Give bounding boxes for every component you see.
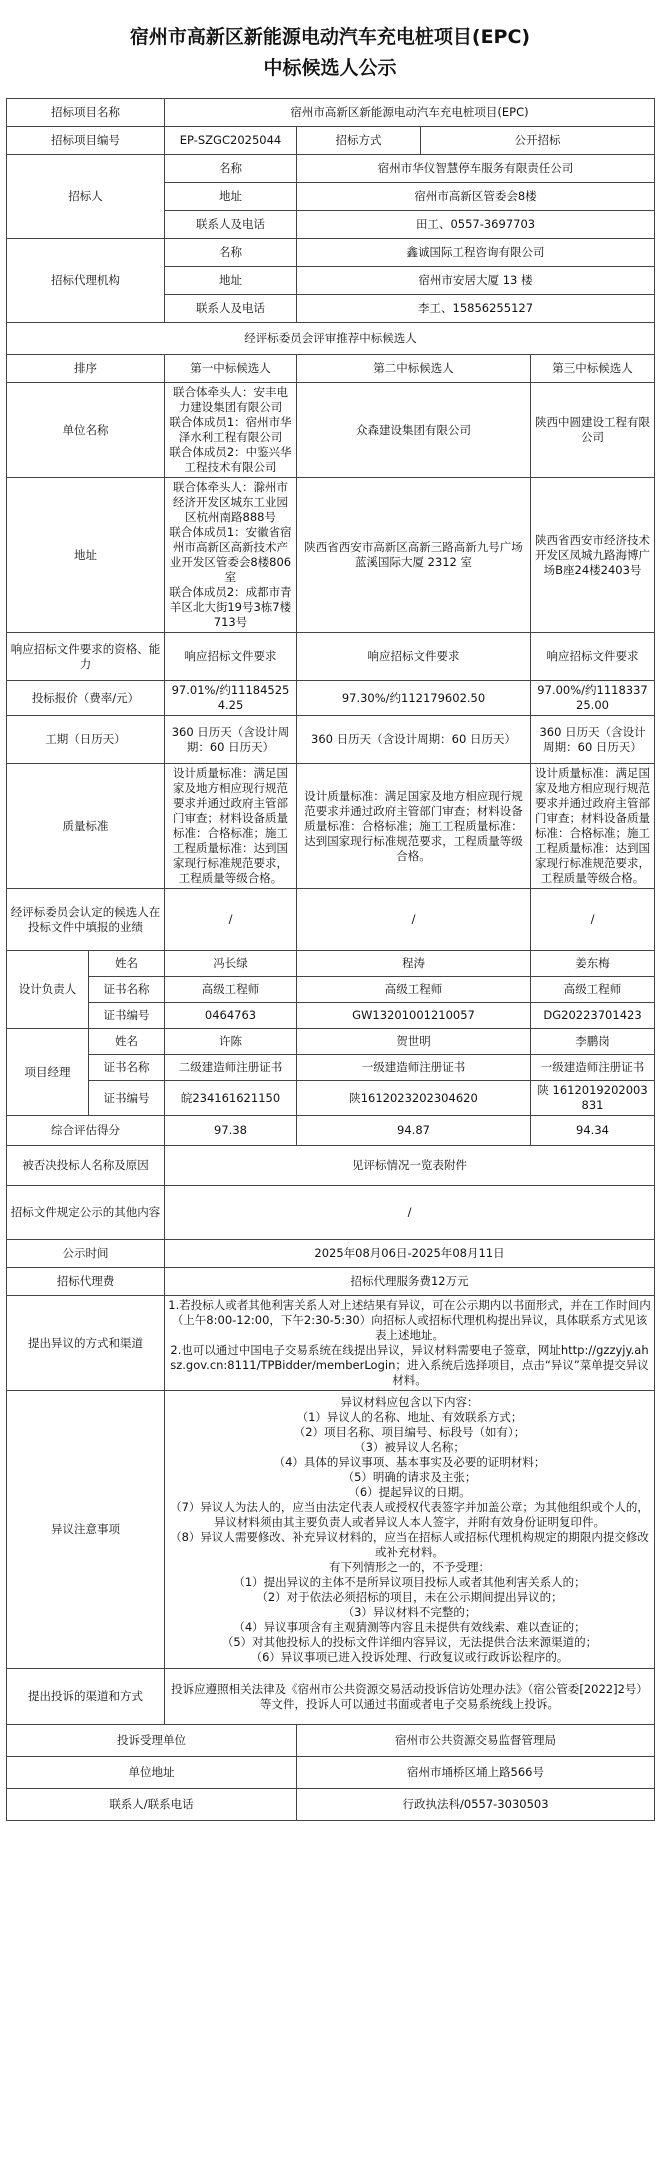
- recognized-label: 经评标委员会认定的候选人在投标文件中填报的业绩: [7, 889, 165, 951]
- method-label: 招标方式: [297, 127, 421, 155]
- candidate-1-designer: 冯长绿: [165, 951, 297, 977]
- row-complaint: [7, 1669, 655, 1725]
- pm-name-label: 姓名: [89, 1029, 165, 1055]
- complaint-unit-label: 投诉受理单位: [7, 1725, 297, 1757]
- tenderer-address-label: 地址: [165, 183, 297, 211]
- candidate-3-quality: 设计质量标准：满足国家及地方相应现行规范要求并通过政府主管部门审查；材料设备质量标准：合格标准；施工工程质量标准：达到国家现行标准规范要求，工程质量等级合格。: [531, 764, 655, 889]
- candidate-1-designer-cert: 高级工程师: [165, 977, 297, 1003]
- candidate-3-pm-cert: 一级建造师注册证书: [531, 1055, 655, 1081]
- row-complaint-unit: [7, 1725, 655, 1757]
- complaint-unit-value: 宿州市公共资源交易监督管理局: [297, 1725, 655, 1757]
- row-project-code: [7, 127, 655, 155]
- contact-phone-value: 行政执法科/0557-3030503: [297, 1789, 655, 1821]
- publication-period-value: 2025年08月06日-2025年08月11日: [165, 1240, 655, 1268]
- tenderer-label: 招标人: [7, 155, 165, 239]
- row-response: [7, 633, 655, 681]
- candidate-2-address: 陕西省西安市高新区高新三路高新九号广场蓝溪国际大厦 2312 室: [297, 478, 531, 633]
- candidate-3-designer-no: DG20223701423: [531, 1003, 655, 1029]
- project-code-label: 招标项目编号: [7, 127, 165, 155]
- notice-label: 异议注意事项: [7, 1391, 165, 1669]
- page-title: [0, 0, 660, 91]
- score-label: 综合评估得分: [7, 1116, 165, 1146]
- tenderer-address-value: 宿州市高新区管委会8楼: [297, 183, 655, 211]
- other-value: /: [165, 1186, 655, 1240]
- row-unit-name: [7, 383, 655, 478]
- designer-label: 设计负责人: [7, 951, 89, 1029]
- row-period: [7, 716, 655, 764]
- agency-address-label: 地址: [165, 267, 297, 295]
- row-agency-name: [7, 239, 655, 267]
- agency-name-value: 鑫诚国际工程咨询有限公司: [297, 239, 655, 267]
- row-rank: [7, 355, 655, 383]
- row-publication-period: [7, 1240, 655, 1268]
- row-designer-name: [7, 951, 655, 977]
- candidate-2-pm-no: 陕1612023202304620: [297, 1081, 531, 1116]
- title-line-2: 中标候选人公示: [263, 57, 397, 79]
- notice-value: 异议材料应包含以下内容： （1）异议人的名称、地址、有效联系方式； （2）项目名称、项目编号、标段号（如有）； （3）被异议人名称； （4）具体的异议事项、基本事实及必要的证明材料； （5）明确的请求及主张； （6）提起异议的日期。 （7）异议人为法人的，应当由法定代表人或授权代表签字并加盖公章；为其他组织或个人的，异议材料须由其主要负责人或者异议人本人签字，并附有效身份证明复印件。 （8）异议人需要修改、补充异议材料的，应当在招标人或招标代理机构规定的期限内提交修改或补充材料。 有下列情形之一的，不予受理： （1）提出异议的主体不是所异议项目投标人或者其他利害关系人的； （2）对于依法必须招标的项目，未在公示期间提出异议的； （3）异议材料不完整的； （4）异议事项含有主观猜测等内容且未提供有效线索、难以查证的； （5）对其他投标人的投标文件详细内容异议，无法提供合法来源渠道的； （6）异议事项已进入投诉处理、行政复议或行政诉讼程序的。: [165, 1391, 655, 1669]
- period-label: 工期（日历天）: [7, 716, 165, 764]
- agency-contact-label: 联系人及电话: [165, 295, 297, 323]
- row-notice: [7, 1391, 655, 1669]
- candidate-1-period: 360 日历天（含设计周期：60 日历天）: [165, 716, 297, 764]
- other-label: 招标文件规定公示的其他内容: [7, 1186, 165, 1240]
- rank-1: 第一中标候选人: [165, 355, 297, 383]
- unit-address-label: 地址: [7, 478, 165, 633]
- candidate-1-response: 响应招标文件要求: [165, 633, 297, 681]
- row-rejected: [7, 1146, 655, 1186]
- candidate-1-pm: 许陈: [165, 1029, 297, 1055]
- candidate-1-address: 联合体牵头人：滁州市经济开发区城东工业园区杭州南路888号 联合体成员1：安徽省宿州市高新区高新技术产业开发区管委会8楼806室 联合体成员2：成都市青羊区北大街19号3栋7楼713号: [165, 478, 297, 633]
- designer-cert-label: 证书名称: [89, 977, 165, 1003]
- project-name-label: 招标项目名称: [7, 99, 165, 127]
- agency-address-value: 宿州市安居大厦 13 楼: [297, 267, 655, 295]
- candidate-3-pm: 李鹏岗: [531, 1029, 655, 1055]
- objection-label: 提出异议的方式和渠道: [7, 1296, 165, 1391]
- designer-name-label: 姓名: [89, 951, 165, 977]
- project-name-value: 宿州市高新区新能源电动汽车充电桩项目(EPC): [165, 99, 655, 127]
- candidate-1-name: 联合体牵头人：安丰电力建设集团有限公司 联合体成员1：宿州市华泽水利工程有限公司 联合体成员2：中鉴兴华工程技术有限公司: [165, 383, 297, 478]
- candidate-3-pm-no: 陕 1612019202003831: [531, 1081, 655, 1116]
- row-score: [7, 1116, 655, 1146]
- complaint-label: 提出投诉的渠道和方式: [7, 1669, 165, 1725]
- complaint-value: 投诉应遵照相关法律及《宿州市公共资源交易活动投诉信访处理办法》（宿公管委[2022]2号）等文件，投诉人可以通过书面或者电子交易系统线上投诉。: [165, 1669, 655, 1725]
- row-quality: [7, 764, 655, 889]
- candidate-3-designer-cert: 高级工程师: [531, 977, 655, 1003]
- candidate-2-name: 众森建设集团有限公司: [297, 383, 531, 478]
- row-committee-header: [7, 323, 655, 355]
- candidate-3-price: 97.00%/约111833725.00: [531, 681, 655, 716]
- row-objection: [7, 1296, 655, 1391]
- candidate-1-price: 97.01%/约111845254.25: [165, 681, 297, 716]
- rejected-label: 被否决投标人名称及原因: [7, 1146, 165, 1186]
- row-unit-address-2: [7, 1757, 655, 1789]
- candidate-2-period: 360 日历天（含设计周期：60 日历天）: [297, 716, 531, 764]
- candidate-3-period: 360 日历天（含设计周期：60 日历天）: [531, 716, 655, 764]
- method-value: 公开招标: [421, 127, 655, 155]
- row-fee: [7, 1268, 655, 1296]
- row-designer-cert-no: [7, 1003, 655, 1029]
- row-pm-cert-no: [7, 1081, 655, 1116]
- candidate-2-response: 响应招标文件要求: [297, 633, 531, 681]
- rank-2: 第二中标候选人: [297, 355, 531, 383]
- candidate-1-pm-cert: 二级建造师注册证书: [165, 1055, 297, 1081]
- announcement-table: [6, 98, 655, 1821]
- price-label: 投标报价（费率/元）: [7, 681, 165, 716]
- candidate-2-score: 94.87: [297, 1116, 531, 1146]
- pm-cert-label: 证书名称: [89, 1055, 165, 1081]
- designer-cert-no-label: 证书编号: [89, 1003, 165, 1029]
- fee-value: 招标代理服务费12万元: [165, 1268, 655, 1296]
- candidate-3-response: 响应招标文件要求: [531, 633, 655, 681]
- rank-label: 排序: [7, 355, 165, 383]
- candidate-2-price: 97.30%/约112179602.50: [297, 681, 531, 716]
- row-pm-cert: [7, 1055, 655, 1081]
- tenderer-name-label: 名称: [165, 155, 297, 183]
- quality-label: 质量标准: [7, 764, 165, 889]
- candidate-2-designer-cert: 高级工程师: [297, 977, 531, 1003]
- contact-phone-label: 联系人/联系电话: [7, 1789, 297, 1821]
- candidate-3-address: 陕西省西安市经济技术开发区凤城九路海博广场B座24楼2403号: [531, 478, 655, 633]
- fee-label: 招标代理费: [7, 1268, 165, 1296]
- candidate-1-pm-no: 皖234161621150: [165, 1081, 297, 1116]
- agency-name-label: 名称: [165, 239, 297, 267]
- candidate-1-recognized: /: [165, 889, 297, 951]
- unit-name-label: 单位名称: [7, 383, 165, 478]
- tenderer-contact-value: 田工、0557-3697703: [297, 211, 655, 239]
- pm-cert-no-label: 证书编号: [89, 1081, 165, 1116]
- project-code-value: EP-SZGC2025044: [165, 127, 297, 155]
- row-designer-cert: [7, 977, 655, 1003]
- row-project-name: [7, 99, 655, 127]
- candidate-3-score: 94.34: [531, 1116, 655, 1146]
- candidate-1-designer-no: 0464763: [165, 1003, 297, 1029]
- candidate-3-recognized: /: [531, 889, 655, 951]
- candidate-2-designer: 程涛: [297, 951, 531, 977]
- candidate-2-pm: 贺世明: [297, 1029, 531, 1055]
- candidate-2-recognized: /: [297, 889, 531, 951]
- response-label: 响应招标文件要求的资格、能力: [7, 633, 165, 681]
- rejected-value: 见评标情况一览表附件: [165, 1146, 655, 1186]
- candidate-1-score: 97.38: [165, 1116, 297, 1146]
- candidate-2-quality: 设计质量标准：满足国家及地方相应现行规范要求并通过政府主管部门审查；材料设备质量标准：合格标准；施工工程质量标准：达到国家现行标准规范要求，工程质量等级合格。: [297, 764, 531, 889]
- committee-header: 经评标委员会评审推荐中标候选人: [7, 323, 655, 355]
- tenderer-name-value: 宿州市华仪智慧停车服务有限责任公司: [297, 155, 655, 183]
- candidate-2-designer-no: GW13201001210057: [297, 1003, 531, 1029]
- pm-label: 项目经理: [7, 1029, 89, 1116]
- tenderer-contact-label: 联系人及电话: [165, 211, 297, 239]
- candidate-3-designer: 姜东梅: [531, 951, 655, 977]
- row-tenderer-name: [7, 155, 655, 183]
- title-line-1: 宿州市高新区新能源电动汽车充电桩项目(EPC): [129, 26, 531, 48]
- agency-contact-value: 李工、15856255127: [297, 295, 655, 323]
- unit-addr-label: 单位地址: [7, 1757, 297, 1789]
- row-unit-address: [7, 478, 655, 633]
- objection-value: 1.若投标人或者其他利害关系人对上述结果有异议，可在公示期内以书面形式，并在工作时间内（上午8:00-12:00，下午2:30-5:30）向招标人或招标代理机构提出异议，具体联系方式见该表上述地址。 2.也可以通过中国电子交易系统在线提出异议，异议材料需要电子签章，网址http://gzzyjy.ahsz.gov.cn:8111/TPBidder/memberLogin；进入系统后选择项目，点击“异议”菜单提交异议材料。: [165, 1296, 655, 1391]
- agency-label: 招标代理机构: [7, 239, 165, 323]
- row-contact-phone: [7, 1789, 655, 1821]
- rank-3: 第三中标候选人: [531, 355, 655, 383]
- candidate-2-pm-cert: 一级建造师注册证书: [297, 1055, 531, 1081]
- unit-addr-value: 宿州市埇桥区埇上路566号: [297, 1757, 655, 1789]
- candidate-1-quality: 设计质量标准：满足国家及地方相应现行规范要求并通过政府主管部门审查；材料设备质量标准：合格标准；施工工程质量标准：达到国家现行标准规范要求，工程质量等级合格。: [165, 764, 297, 889]
- row-recognized: [7, 889, 655, 951]
- publication-period-label: 公示时间: [7, 1240, 165, 1268]
- row-price: [7, 681, 655, 716]
- candidate-3-name: 陕西中圆建设工程有限公司: [531, 383, 655, 478]
- row-pm-name: [7, 1029, 655, 1055]
- row-other: [7, 1186, 655, 1240]
